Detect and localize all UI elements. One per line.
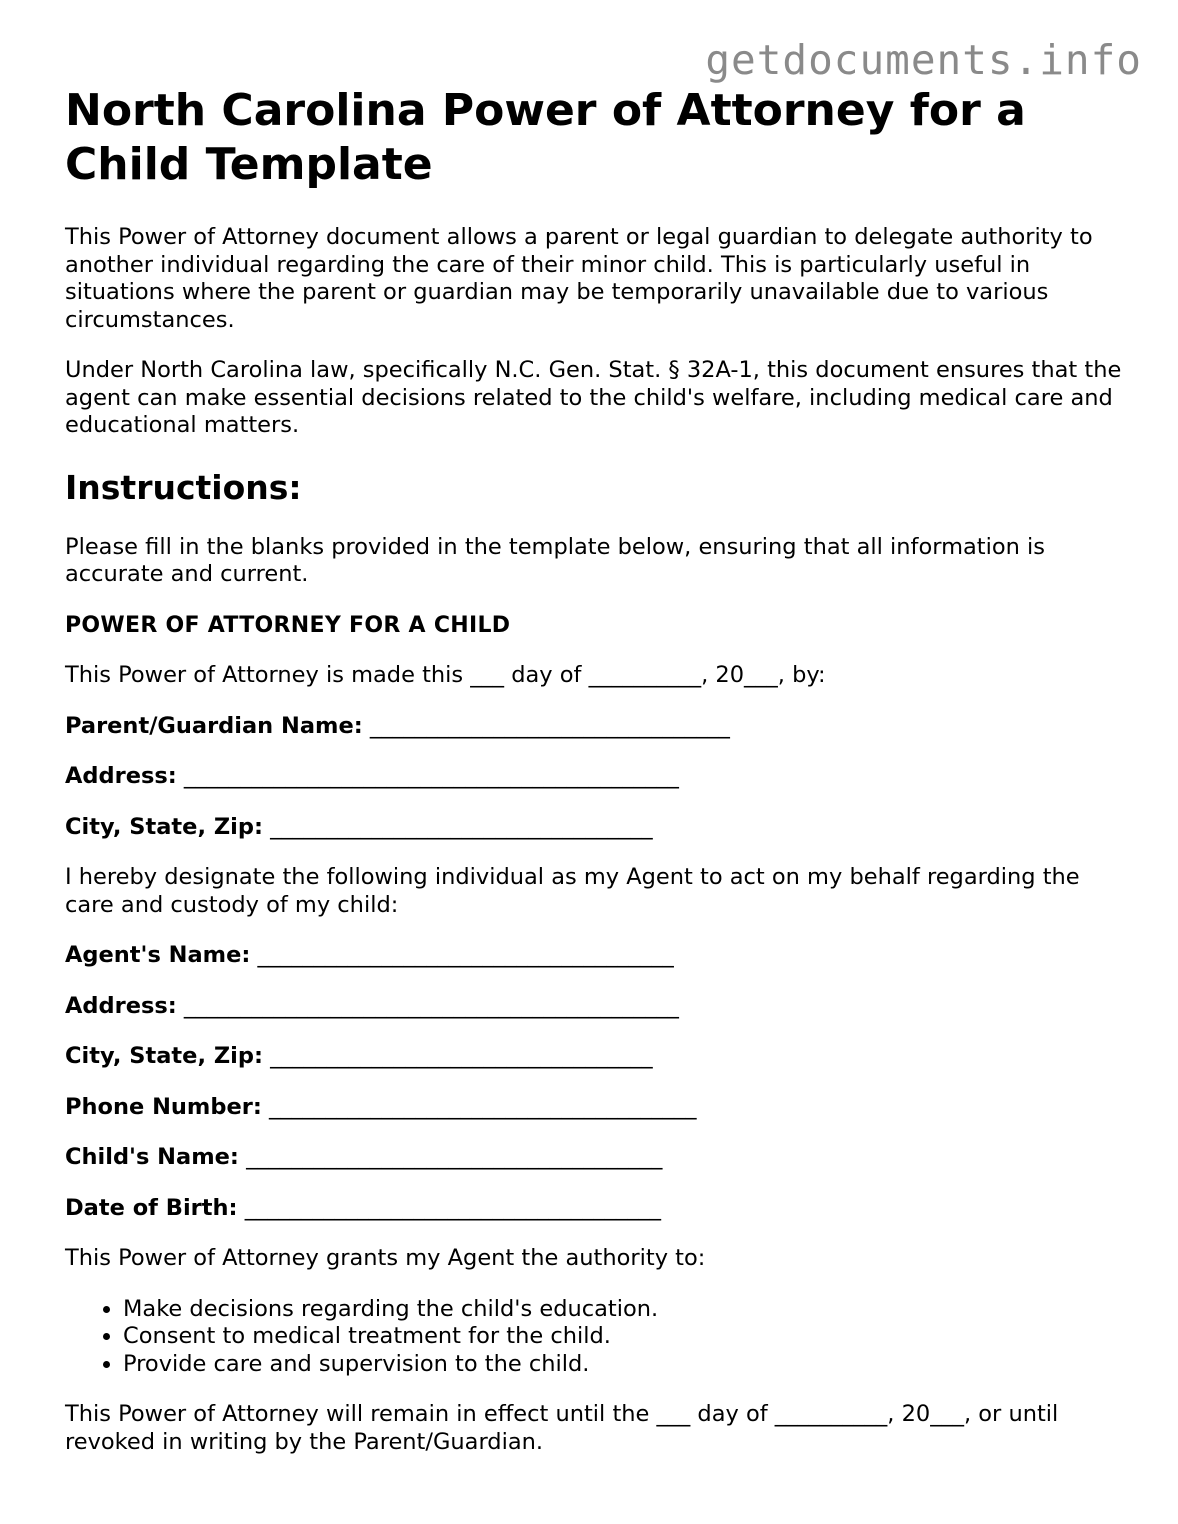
child-dob-field: [65, 1195, 1125, 1223]
authority-item: • Provide care and supervision to the child.: [123, 1351, 1125, 1379]
agent-address-label: Address:: [65, 992, 177, 1019]
watermark-text: getdocuments.info: [705, 36, 1142, 84]
authority-item: • Consent to medical treatment for the child.: [123, 1323, 1125, 1351]
parent-city-state-zip-blank: __________________________________: [270, 813, 653, 840]
child-name-label: Child's Name:: [65, 1144, 239, 1170]
agent-city-state-zip-blank: __________________________________: [270, 1043, 653, 1069]
child-dob-label: Date of Birth:: [65, 1194, 238, 1221]
instructions-text: Please fill in the blanks provided in the template below, ensuring that all information is accurate and current.: [65, 533, 1046, 587]
parent-name-blank: ________________________________: [369, 712, 730, 739]
agent-phone-blank: ______________________________________: [269, 1093, 697, 1120]
parent-city-state-zip-label: City, State, Zip:: [65, 813, 263, 840]
parent-address-field: [65, 763, 1125, 791]
intro-paragraph-1: This Power of Attorney document allows a parent or legal guardian to delegate authority to another individual regarding the care of their minor child. This is particularly useful in situations where the parent or guardian may be temporarily unavailable due to various circumstances.: [65, 224, 1093, 333]
child-dob-blank: _____________________________________: [244, 1194, 661, 1221]
designation-text: I hereby designate the following individual as my Agent to act on my behalf regarding the care and custody of my child:: [65, 864, 1080, 918]
form-title: POWER OF ATTORNEY FOR A CHILD: [65, 612, 511, 638]
agent-address-field: [65, 993, 1125, 1021]
parent-name-field: [65, 713, 1125, 741]
agent-city-state-zip-label: City, State, Zip:: [65, 1043, 263, 1069]
authority-list: [65, 1296, 1125, 1379]
agent-name-label: Agent's Name:: [65, 942, 251, 968]
document-title: North Carolina Power of Attorney for a Child Template: [65, 85, 1026, 190]
parent-name-label: Parent/Guardian Name:: [65, 712, 363, 739]
document-page: [65, 84, 1125, 1456]
intro-paragraph-2: Under North Carolina law, specifically N.C. Gen. Stat. § 32A-1, this document ensures that the agent can make essential decisions related to the child's welfare, including medical care and educational matters.: [65, 357, 1122, 438]
agent-phone-field: [65, 1094, 1125, 1122]
made-this-line: This Power of Attorney is made this ___ day of __________, 20___, by:: [65, 662, 826, 688]
agent-phone-label: Phone Number:: [65, 1093, 262, 1120]
parent-address-label: Address:: [65, 763, 177, 789]
authority-intro: This Power of Attorney grants my Agent the authority to:: [65, 1245, 706, 1271]
parent-city-state-zip-field: [65, 814, 1125, 842]
child-name-blank: _____________________________________: [246, 1144, 663, 1170]
agent-name-field: [65, 942, 1125, 970]
authority-item: • Make decisions regarding the child's education.: [123, 1296, 1125, 1324]
agent-city-state-zip-field: [65, 1043, 1125, 1071]
parent-address-blank: ____________________________________________: [183, 763, 679, 789]
child-name-field: [65, 1144, 1125, 1172]
agent-name-blank: _____________________________________: [257, 942, 674, 968]
effect-text: This Power of Attorney will remain in effect until the ___ day of __________, 20___, or until revoked in writing by the Parent/Guardian.: [65, 1401, 1059, 1455]
instructions-heading: Instructions:: [65, 467, 302, 507]
agent-address-blank: ____________________________________________: [183, 992, 679, 1019]
